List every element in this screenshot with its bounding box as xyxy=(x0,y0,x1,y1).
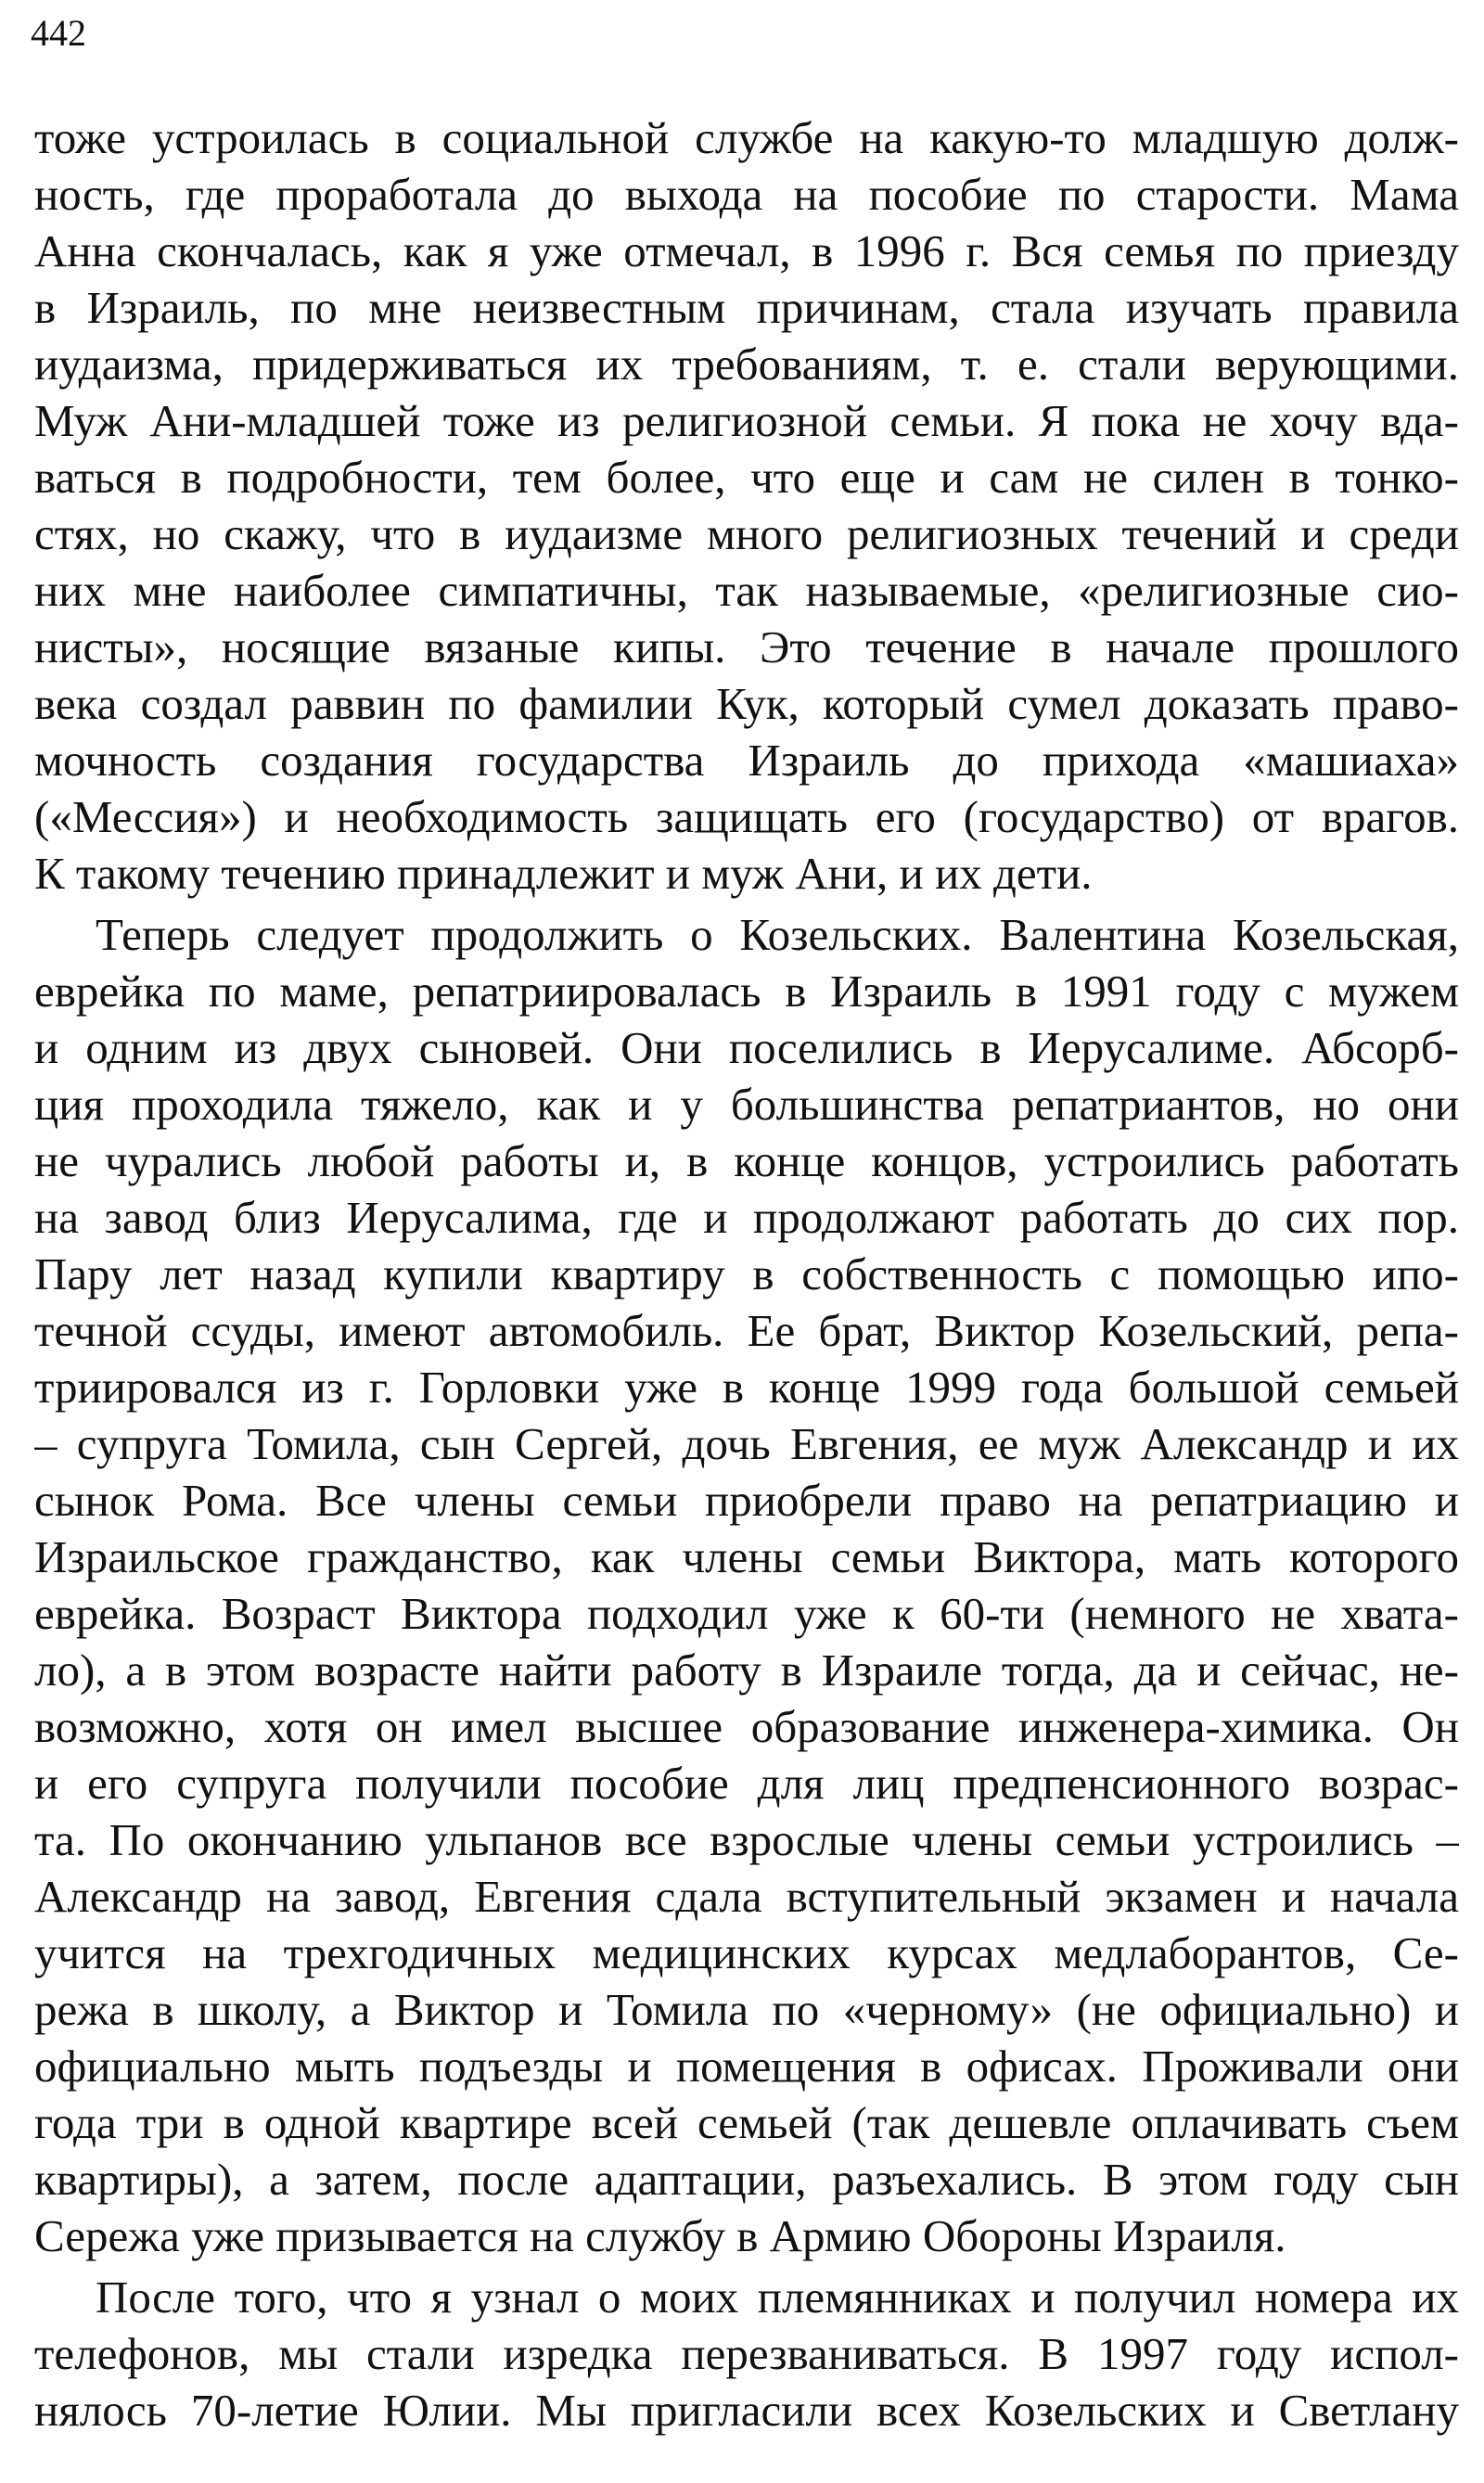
text-line: них мне наиболее симпатичны, так называемые, «религиозные сио- xyxy=(34,565,1459,616)
text-line: нисты», носящие вязаные кипы. Это течение в начале прошлого xyxy=(34,621,1459,672)
text-line: ваться в подробности, тем более, что еще и сам не силен в тонко- xyxy=(34,452,1459,503)
text-line: года три в одной квартире всей семьей (так дешевле оплачивать съем xyxy=(34,2097,1459,2148)
text-line: учится на трехгодичных медицинских курсах медлаборантов, Се- xyxy=(34,1927,1459,1978)
text-line: Муж Ани-младшей тоже из религиозной семьи. Я пока не хочу вда- xyxy=(34,395,1459,446)
text-line: – супруга Томила, сын Сергей, дочь Евгения, ее муж Александр и их xyxy=(34,1418,1459,1469)
text-line: телефонов, мы стали изредка перезваниваться. В 1997 году испол- xyxy=(34,2328,1459,2379)
text-line: та. По окончанию ульпанов все взрослые члены семьи устроились – xyxy=(34,1814,1459,1865)
text-line: К такому течению принадлежит и муж Ани, и их дети. xyxy=(34,848,1093,899)
text-line: еврейка по маме, репатриировалась в Израиль в 1991 году с мужем xyxy=(34,966,1459,1017)
text-line: века создал раввин по фамилии Кук, который сумел доказать право- xyxy=(34,678,1459,729)
text-line: и одним из двух сыновей. Они поселились в Иерусалиме. Абсорб- xyxy=(34,1022,1459,1073)
text-line: квартиры), а затем, после адаптации, разъехались. В этом году сын xyxy=(34,2154,1459,2205)
text-line: Сережа уже призывается на службу в Армию Обороны Израиля. xyxy=(34,2210,1286,2261)
text-line: в Израиль, по мне неизвестным причинам, стала изучать правила xyxy=(34,282,1459,333)
text-line: возможно, хотя он имел высшее образование инженера-химика. Он xyxy=(34,1701,1459,1752)
text-line: Анна скончалась, как я уже отмечал, в 1996 г. Вся семья по приезду xyxy=(34,225,1459,276)
text-line: еврейка. Возраст Виктора подходил уже к 60-ти (немного не хвата- xyxy=(34,1588,1459,1639)
text-line: течной ссуды, имеют автомобиль. Ее брат, Виктор Козельский, репа- xyxy=(34,1305,1459,1356)
paragraph xyxy=(34,906,1459,2264)
text-line: мочность создания государства Израиль до прихода «машиаха» xyxy=(34,735,1459,786)
text-line: официально мыть подъезды и помещения в офисах. Проживали они xyxy=(34,2041,1459,2092)
text-line: ность, где проработала до выхода на пособие по старости. Мама xyxy=(34,169,1459,220)
text-line: Пару лет назад купили квартиру в собственность с помощью ипо- xyxy=(34,1248,1459,1299)
text-line: После того, что я узнал о моих племянниках и получил номера их xyxy=(96,2272,1459,2323)
text-line: Теперь следует продолжить о Козельских. Валентина Козельская, xyxy=(96,909,1459,960)
text-line: триировался из г. Горловки уже в конце 1999 года большой семьей xyxy=(34,1362,1459,1413)
text-line: тоже устроилась в социальной службе на какую-то младшую долж- xyxy=(34,112,1459,163)
text-line: на завод близ Иерусалима, где и продолжают работать до сих пор. xyxy=(34,1192,1459,1243)
text-line: не чурались любой работы и, в конце концов, устроились работать xyxy=(34,1135,1459,1186)
text-line: («Мессия») и необходимость защищать его (государство) от врагов. xyxy=(34,791,1459,842)
page-number: 442 xyxy=(31,12,86,54)
text-line: Израильское гражданство, как члены семьи Виктора, мать которого xyxy=(34,1531,1459,1582)
text-line: Александр на завод, Евгения сдала вступительный экзамен и начала xyxy=(34,1871,1459,1922)
text-line: стях, но скажу, что в иудаизме много религиозных течений и среди xyxy=(34,508,1459,559)
text-line: и его супруга получили пособие для лиц предпенсионного возрас- xyxy=(34,1758,1459,1809)
body-text xyxy=(34,109,1459,2438)
text-line: ло), а в этом возрасте найти работу в Израиле тогда, да и сейчас, не- xyxy=(34,1645,1459,1696)
text-line: иудаизма, придерживаться их требованиям, т. е. стали верующими. xyxy=(34,339,1459,390)
paragraph xyxy=(34,2269,1459,2438)
text-line: ция проходила тяжело, как и у большинства репатриантов, но они xyxy=(34,1079,1459,1130)
text-line: нялось 70-летие Юлии. Мы пригласили всех Козельских и Светлану xyxy=(34,2385,1459,2436)
text-line: сынок Рома. Все члены семьи приобрели право на репатриацию и xyxy=(34,1475,1459,1526)
paragraph xyxy=(34,109,1459,902)
text-line: режа в школу, а Виктор и Томила по «черному» (не официально) и xyxy=(34,1984,1459,2035)
